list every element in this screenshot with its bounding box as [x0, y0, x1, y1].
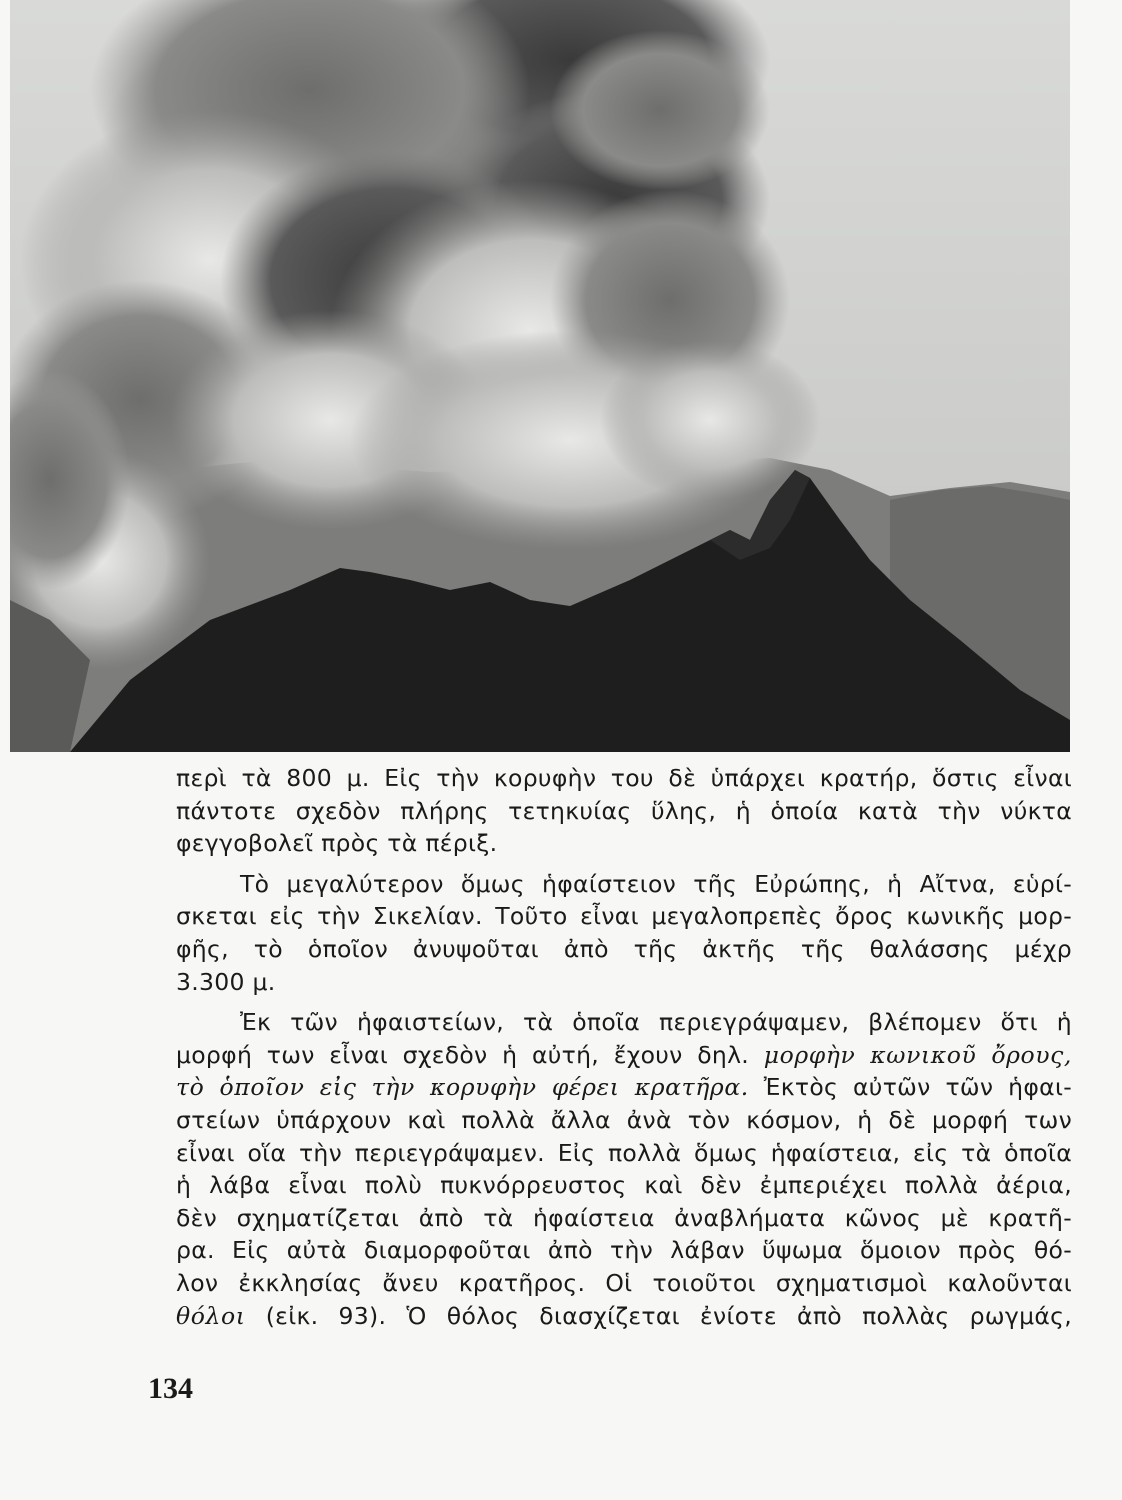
paragraph-3-line-7: δὲν σχηματίζεται ἀπὸ τὰ ἡφαίστεια ἀναβλήματα κῶνος μὲ κρατῆ- — [176, 1203, 1072, 1232]
paragraph-2-line-2: σκεται εἰς τὴν Σικελίαν. Τοῦτο εἶναι μεγαλοπρεπὲς ὄρος κωνικῆς μορ- — [176, 902, 1072, 931]
paragraph-3-line-5: εἶναι οἵα τὴν περιεγράψαμεν. Εἰς πολλὰ ὅμως ἡφαίστεια, εἰς τὰ ὁποῖα — [176, 1138, 1072, 1167]
paragraph-1-line-3: φεγγοβολεῖ πρὸς τὰ πέριξ. — [176, 829, 498, 858]
paragraph-3-line-2-plain: μορφή των εἶναι σχεδὸν ἡ αὐτή, ἔχουν δηλ. — [176, 1040, 750, 1069]
paragraph-3-line-3-plain: Ἐκτὸς αὐτῶν τῶν ἡφαι- — [763, 1073, 1072, 1102]
paragraph-1-line-2: πάντοτε σχεδὸν πλήρης τετηκυίας ὕλης, ἡ ὁποία κατὰ τὴν νύκτα — [176, 796, 1072, 825]
paragraph-3-line-10-italic: θόλοι — [176, 1301, 246, 1330]
paragraph-3-line-8: ρα. Εἰς αὐτὰ διαμορφοῦται ἀπὸ τὴν λάβαν ὕψωμα ὅμοιον πρὸς θό- — [176, 1236, 1072, 1265]
paragraph-3-line-3 — [176, 1071, 1072, 1104]
paragraph-3-line-10 — [176, 1300, 1072, 1333]
paragraph-2-line-4: 3.300 μ. — [176, 967, 276, 996]
paragraph-3-line-2 — [176, 1039, 1072, 1072]
paragraph-3-line-10-plain: (εἰκ. 93). Ὁ θόλος διασχίζεται ἐνίοτε ἀπὸ πολλὰς ρωγμάς, — [265, 1301, 1072, 1330]
body-text — [176, 762, 1072, 1332]
paragraph-3-line-9: λον ἐκκλησίας ἄνευ κρατῆρος. Οἱ τοιοῦτοι σχηματισμοὶ καλοῦνται — [176, 1268, 1072, 1297]
volcano-eruption-photo — [10, 0, 1070, 752]
paragraph-2-line-3: φῆς, τὸ ὁποῖον ἀνυψοῦται ἀπὸ τῆς ἀκτῆς τῆς θαλάσσης μέχρ — [176, 934, 1072, 963]
paragraph-3-line-6: ἡ λάβα εἶναι πολὺ πυκνόρρευστος καὶ δὲν ἐμπεριέχει πολλὰ ἀέρια, — [176, 1171, 1072, 1200]
paragraph-2-line-1: Τὸ μεγαλύτερον ὅμως ἡφαίστειον τῆς Εὐρώπης, ἡ Αἴτνα, εὑρί- — [240, 869, 1072, 898]
paragraph-3-line-1: Ἐκ τῶν ἡφαιστείων, τὰ ὁποῖα περιεγράψαμεν, βλέπομεν ὅτι ἡ — [240, 1008, 1072, 1037]
paragraph-3-line-2-italic: μορφὴν κωνικοῦ ὄρους, — [763, 1040, 1072, 1069]
page-number: 134 — [148, 1372, 193, 1405]
paragraph-3-line-3-italic: τὸ ὁποῖον εἰς τὴν κορυφὴν φέρει κρατῆρα. — [176, 1073, 749, 1102]
volcano-image — [10, 0, 1070, 752]
paragraph-3-line-4: στείων ὑπάρχουν καὶ πολλὰ ἄλλα ἀνὰ τὸν κόσμον, ἡ δὲ μορφή των — [176, 1105, 1072, 1134]
paragraph-1-line-1: περὶ τὰ 800 μ. Εἰς τὴν κορυφὴν του δὲ ὑπάρχει κρατήρ, ὅστις εἶναι — [176, 764, 1072, 792]
